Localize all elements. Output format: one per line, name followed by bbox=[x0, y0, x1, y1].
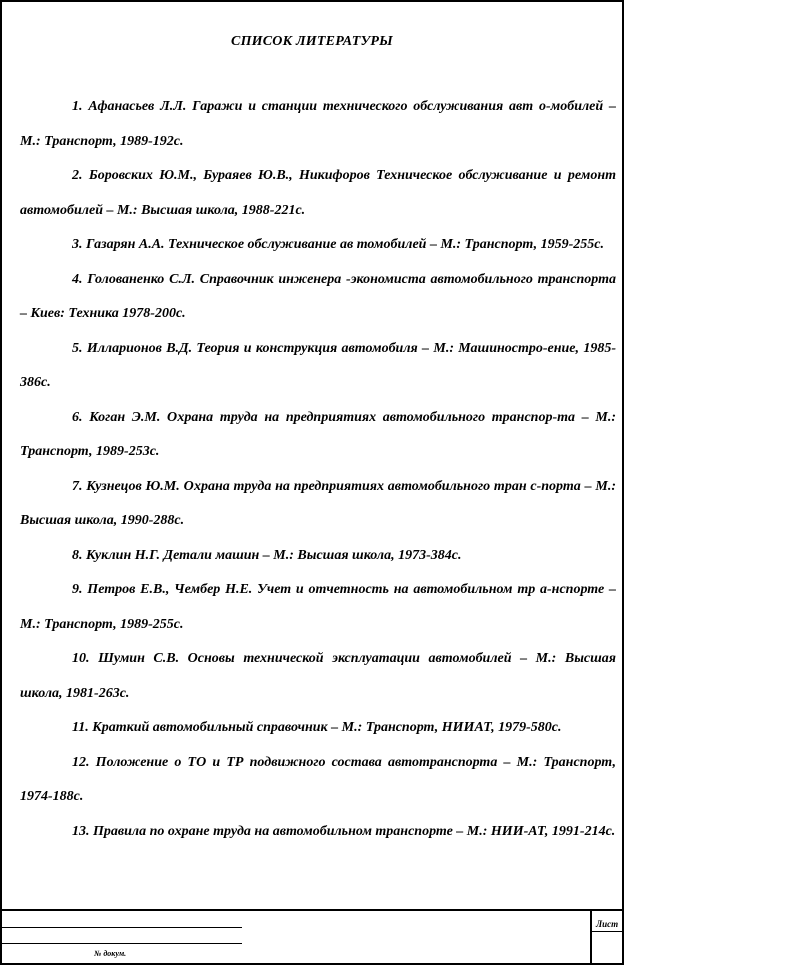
reference-list bbox=[20, 90, 616, 849]
reference-item: 11. Краткий автомобильный справочник – М.: Транспорт, НИИАТ, 1979-580с. bbox=[72, 720, 562, 735]
reference-item: 9. Петров Е.В., Чембер Н.Е. Учет и отчетность на автомобильном тр а-нспорте – М.: Транспорт, 1989-255с. bbox=[20, 582, 616, 632]
stamp-sheet-divider bbox=[590, 931, 622, 932]
stamp-row-line bbox=[2, 943, 242, 944]
reference-item: 4. Голованенко С.Л. Справочник инженера -экономиста автомобильного транспорта – Киев: Техника 1978-200с. bbox=[20, 271, 616, 321]
stamp-sheet-label: Лист bbox=[596, 919, 619, 929]
stamp-divider bbox=[590, 911, 592, 963]
stamp-row-line bbox=[2, 927, 242, 928]
page-title: СПИСОК ЛИТЕРАТУРЫ bbox=[231, 34, 393, 49]
reference-item: 7. Кузнецов Ю.М. Охрана труда на предприятиях автомобильного тран с-порта – М.: Высшая школа, 1990-288с. bbox=[20, 478, 616, 528]
reference-item: 8. Куклин Н.Г. Детали машин – М.: Высшая школа, 1973-384с. bbox=[72, 547, 462, 563]
reference-item: 10. Шумин С.В. Основы технической эксплуатации автомобилей – М.: Высшая школа, 1981-263с. bbox=[20, 651, 616, 701]
reference-item: 6. Коган Э.М. Охрана труда на предприятиях автомобильного транспор-та – М.: Транспорт, 1989-253с. bbox=[20, 409, 616, 459]
stamp-doc-number-label: № докум. bbox=[94, 949, 127, 958]
reference-item: 12. Положение о ТО и ТР подвижного состава автотранспорта – М.: Транспорт, 1974-188с. bbox=[20, 754, 616, 804]
reference-item: 1. Афанасьев Л.Л. Гаражи и станции технического обслуживания авт о-мобилей – М.: Транспорт, 1989-192с. bbox=[20, 99, 616, 149]
reference-item: 13. Правила по охране труда на автомобильном транспорте – М.: НИИ-АТ, 1991-214с. bbox=[72, 823, 616, 839]
reference-item: 3. Газарян А.А. Техническое обслуживание ав томобилей – М.: Транспорт, 1959-255с. bbox=[72, 237, 604, 252]
reference-item: 2. Боровских Ю.М., Бураяев Ю.В., Никифоров Техническое обслуживание и ремонт автомобилей – М.: Высшая школа, 1988-221с. bbox=[20, 168, 616, 218]
title-block-stamp bbox=[2, 909, 622, 963]
reference-item: 5. Илларионов В.Д. Теория и конструкция автомобиля – М.: Машиностро-ение, 1985-386с. bbox=[20, 340, 616, 390]
